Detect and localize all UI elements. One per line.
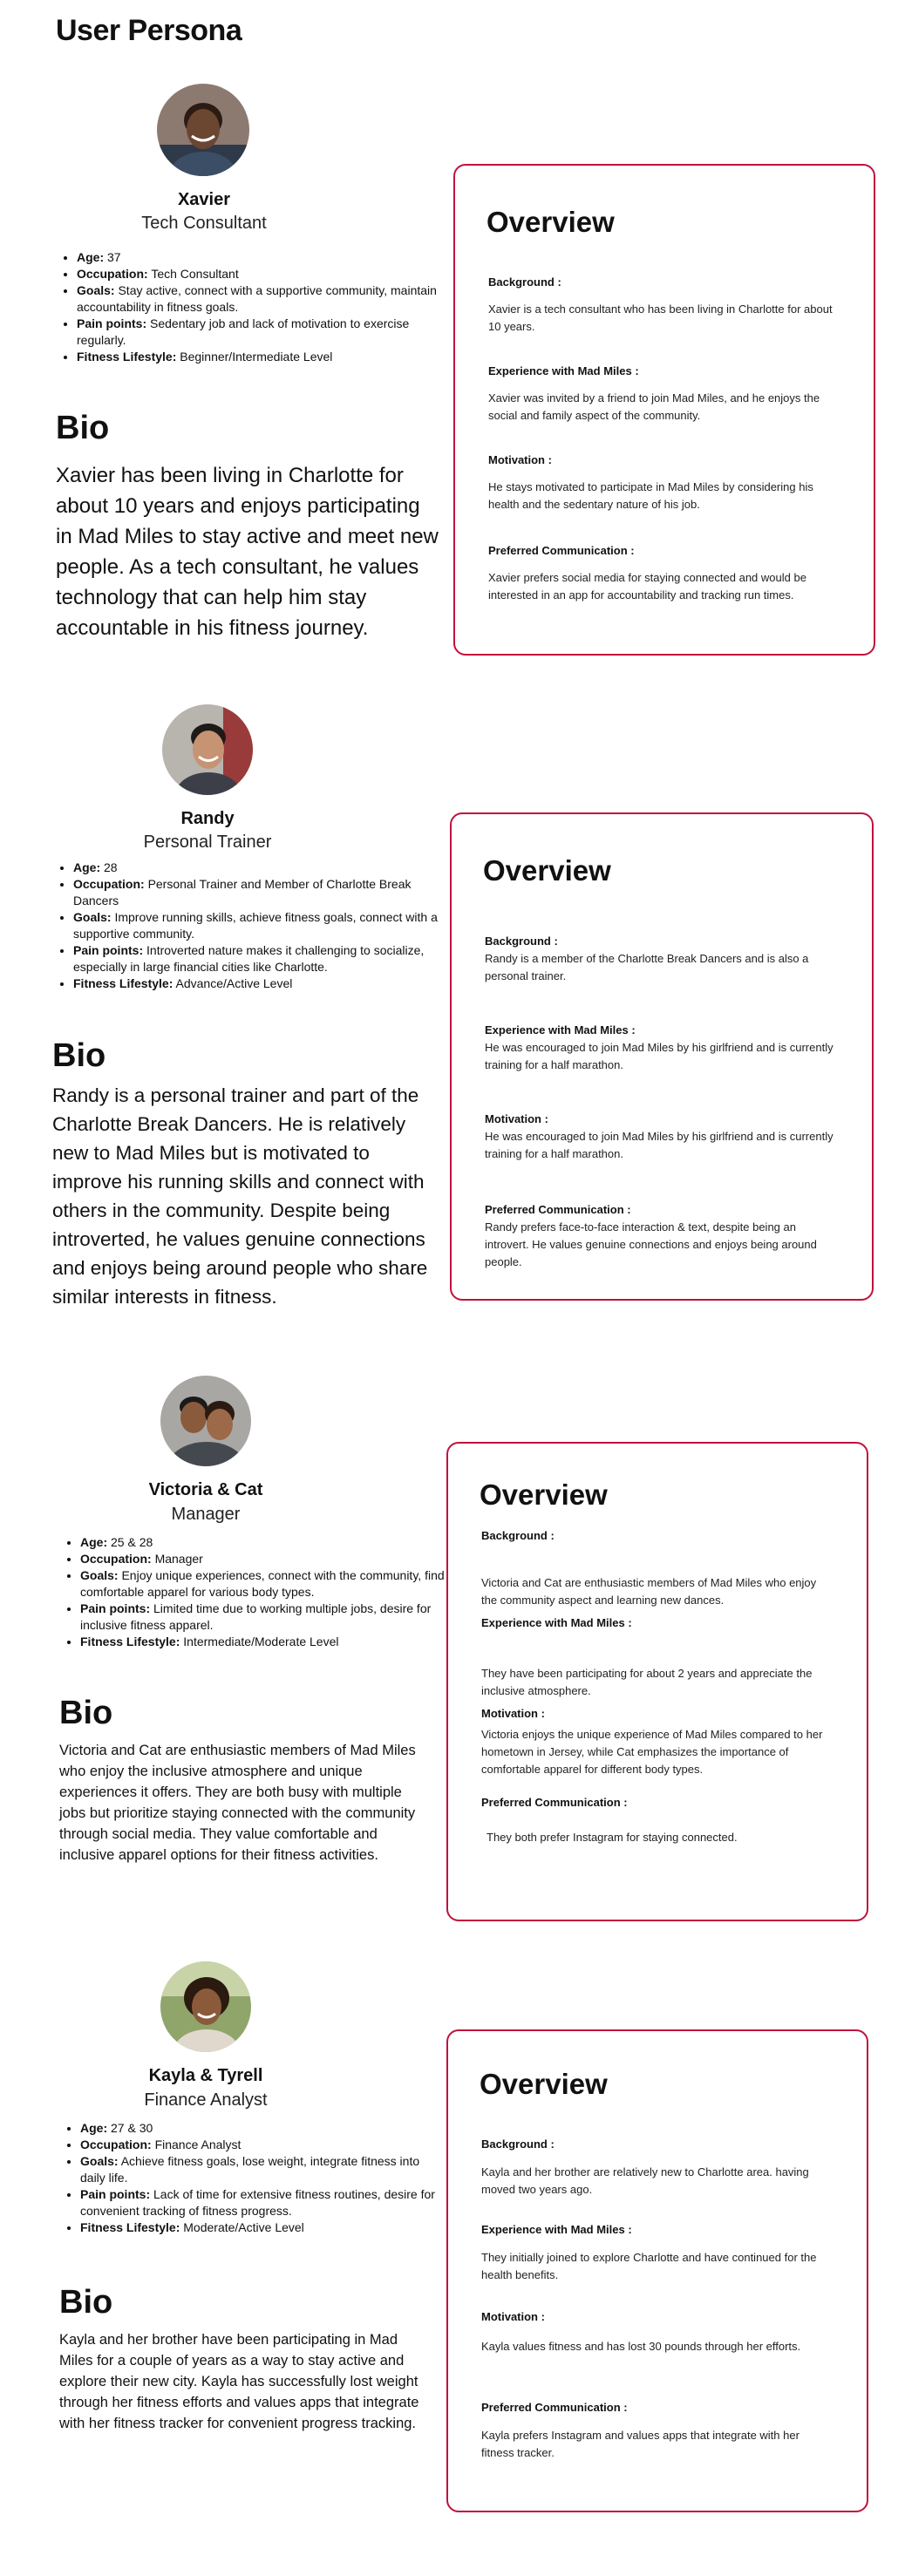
- bio-heading: Bio: [59, 2284, 113, 2321]
- avatar: [160, 1961, 251, 2052]
- communication-label: Preferred Communication :: [488, 544, 635, 557]
- portrait-image: [160, 1376, 251, 1466]
- experience-label: Experience with Mad Miles :: [485, 1023, 636, 1037]
- motivation-label: Motivation :: [485, 1112, 548, 1125]
- attr-fitness-lifestyle: • Fitness Lifestyle: Advance/Active Level: [73, 975, 448, 992]
- communication-label: Preferred Communication :: [485, 1203, 631, 1216]
- bio-heading: Bio: [59, 1695, 113, 1731]
- persona-name: Xavier: [177, 190, 231, 209]
- attr-occupation: • Occupation: Finance Analyst: [80, 2137, 446, 2153]
- attr-age: • Age: 37: [77, 249, 460, 266]
- avatar: [160, 1376, 251, 1466]
- bio-text: Kayla and her brother have been participating in Mad Miles for a couple of years as a way to stay active and explore their new city. Kayla has successfully lost weight through her fitness efforts and values apps that integrate with her fitness tracker for convenient progress tracking.: [59, 2332, 419, 2431]
- portrait-image: [160, 1961, 251, 2052]
- background-label: Background :: [481, 2138, 555, 2151]
- attr-goals: • Goals: Stay active, connect with a supportive community, maintain accountability in fitness goals.: [77, 282, 460, 316]
- communication-text: Kayla prefers Instagram and values apps that integrate with her fitness tracker.: [481, 2429, 800, 2459]
- overview-title: Overview: [480, 2068, 608, 2100]
- background-text: Kayla and her brother are relatively new to Charlotte area. having moved two years ago.: [481, 2165, 809, 2196]
- motivation-text: He was encouraged to join Mad Miles by his girlfriend and is currently training for a half marathon.: [485, 1130, 834, 1160]
- attr-occupation: • Occupation: Manager: [80, 1551, 446, 1567]
- overview-card: [450, 812, 874, 1301]
- bio-heading: Bio: [56, 410, 110, 446]
- background-text: Xavier is a tech consultant who has been living in Charlotte for about 10 years.: [488, 302, 833, 333]
- attr-pain-points: • Pain points: Sedentary job and lack of motivation to exercise regularly.: [77, 316, 460, 349]
- avatar: [157, 84, 249, 176]
- experience-label: Experience with Mad Miles :: [488, 364, 639, 377]
- communication-label: Preferred Communication :: [481, 1796, 628, 1809]
- persona-name: Kayla & Tyrell: [148, 2066, 263, 2085]
- attr-goals: • Goals: Achieve fitness goals, lose weight, integrate fitness into daily life.: [80, 2153, 446, 2186]
- motivation-label: Motivation :: [481, 2310, 545, 2323]
- persona-attributes: [56, 249, 460, 365]
- persona-role: Manager: [171, 1505, 241, 1524]
- background-label: Background :: [481, 1529, 555, 1542]
- attr-age: • Age: 27 & 30: [80, 2120, 446, 2137]
- background-label: Background :: [485, 935, 558, 948]
- motivation-label: Motivation :: [481, 1707, 545, 1720]
- attr-fitness-lifestyle: • Fitness Lifestyle: Intermediate/Moderate Level: [80, 1634, 446, 1650]
- experience-label: Experience with Mad Miles :: [481, 1616, 632, 1629]
- overview-title: Overview: [480, 1478, 608, 1511]
- background-text: Victoria and Cat are enthusiastic members of Mad Miles who enjoy the community aspect and learning new dances.: [481, 1576, 817, 1607]
- persona-attributes: [59, 1534, 446, 1650]
- attr-occupation: • Occupation: Personal Trainer and Member of Charlotte Break Dancers: [73, 876, 448, 909]
- bio-text: Randy is a personal trainer and part of the Charlotte Break Dancers. He is relatively new to Mad Miles but is motivated to improve his running skills and connect with others in the community. Despite being introverted, he values genuine connections and enjoys being around people who share similar interests in fitness.: [52, 1084, 428, 1308]
- motivation-text: Kayla values fitness and has lost 30 pounds through her efforts.: [481, 2340, 801, 2353]
- bio-heading: Bio: [52, 1037, 106, 1074]
- overview-title: Overview: [487, 206, 615, 238]
- attr-pain-points: • Pain points: Lack of time for extensive fitness routines, desire for convenient tracking of fitness progress.: [80, 2186, 446, 2219]
- experience-text: They have been participating for about 2 years and appreciate the inclusive atmosphere.: [481, 1667, 813, 1697]
- attr-goals: • Goals: Improve running skills, achieve fitness goals, connect with a supportive community.: [73, 909, 448, 942]
- background-text: Randy is a member of the Charlotte Break Dancers and is also a personal trainer.: [485, 952, 809, 982]
- overview-card: [453, 164, 875, 656]
- attr-pain-points: • Pain points: Introverted nature makes it challenging to socialize, especially in large financial cities like Charlotte.: [73, 942, 448, 975]
- bio-text: Xavier has been living in Charlotte for about 10 years and enjoys participating in Mad Miles to stay active and meet new people. As a tech consultant, he values technology that can help him stay accountable in his fitness journey.: [56, 464, 439, 640]
- experience-text: He was encouraged to join Mad Miles by his girlfriend and is currently training for a half marathon.: [485, 1041, 834, 1071]
- attr-age: • Age: 25 & 28: [80, 1534, 446, 1551]
- communication-text: They both prefer Instagram for staying connected.: [487, 1831, 738, 1844]
- motivation-label: Motivation :: [488, 453, 552, 466]
- overview-card: [446, 1442, 868, 1921]
- page-title: User Persona: [56, 14, 242, 47]
- persona-name: Randy: [180, 809, 235, 828]
- motivation-text: Victoria enjoys the unique experience of Mad Miles compared to her hometown in Jersey, while Cat emphasizes the importance of comfortable apparel for different body types.: [481, 1728, 823, 1776]
- attr-pain-points: • Pain points: Limited time due to working multiple jobs, desire for inclusive fitness apparel.: [80, 1601, 446, 1634]
- avatar: [162, 704, 253, 795]
- overview-card: [446, 2029, 868, 2512]
- persona-name: Victoria & Cat: [148, 1480, 263, 1499]
- portrait-image: [157, 84, 249, 176]
- bio-text: Victoria and Cat are enthusiastic members of Mad Miles who enjoy the inclusive atmosphere and unique experiences it offers. They are both busy with multiple jobs but prioritize staying connected with the community through social media. They value comfortable and inclusive apparel options for their fitness activities.: [59, 1743, 416, 1863]
- background-label: Background :: [488, 275, 561, 289]
- portrait-image: [162, 704, 253, 795]
- attr-occupation: • Occupation: Tech Consultant: [77, 266, 460, 282]
- persona-role: Finance Analyst: [144, 2090, 268, 2110]
- attr-fitness-lifestyle: • Fitness Lifestyle: Beginner/Intermediate Level: [77, 349, 460, 365]
- attr-goals: • Goals: Enjoy unique experiences, connect with the community, find comfortable apparel for various body types.: [80, 1567, 446, 1601]
- attr-age: • Age: 28: [73, 860, 448, 876]
- communication-text: Xavier prefers social media for staying connected and would be interested in an app for accountability and tracking run times.: [488, 571, 806, 602]
- experience-text: Xavier was invited by a friend to join Mad Miles, and he enjoys the social and family aspect of the community.: [488, 391, 820, 422]
- experience-text: They initially joined to explore Charlotte and have continued for the health benefits.: [481, 2251, 817, 2281]
- experience-label: Experience with Mad Miles :: [481, 2223, 632, 2236]
- motivation-text: He stays motivated to participate in Mad Miles by considering his health and the sedentary nature of his job.: [488, 480, 813, 511]
- communication-text: Randy prefers face-to-face interaction & text, despite being an introvert. He values genuine connections and enjoys being around people.: [485, 1220, 817, 1268]
- persona-role: Tech Consultant: [141, 214, 267, 233]
- overview-title: Overview: [483, 854, 611, 887]
- persona-role: Personal Trainer: [143, 833, 272, 852]
- persona-attributes: [52, 860, 448, 992]
- communication-label: Preferred Communication :: [481, 2401, 628, 2414]
- attr-fitness-lifestyle: • Fitness Lifestyle: Moderate/Active Level: [80, 2219, 446, 2236]
- persona-attributes: [59, 2120, 446, 2236]
